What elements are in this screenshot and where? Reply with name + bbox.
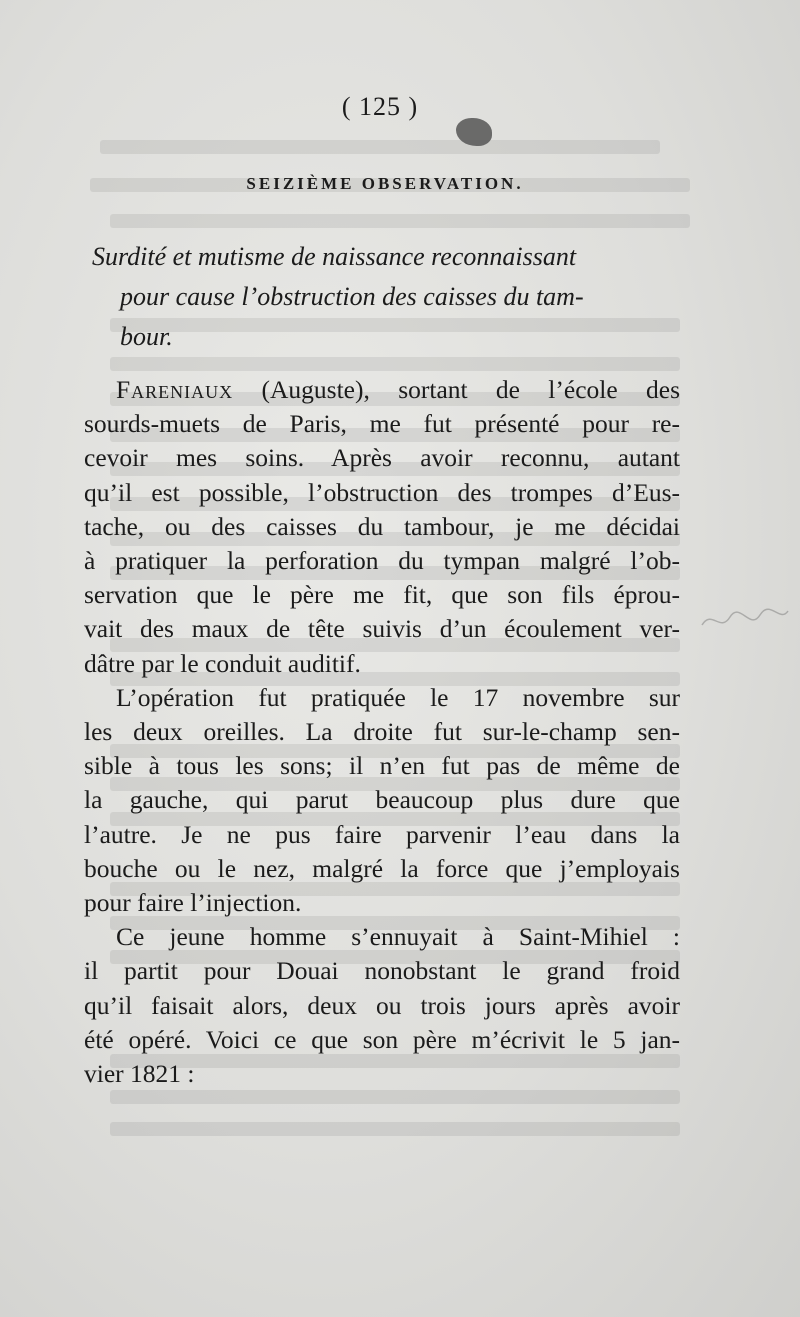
- text-line: dâtre par le conduit auditif.: [84, 648, 361, 678]
- body-text: [84, 373, 680, 1091]
- text-line: L’opération fut pratiquée le 17 novembre sur: [116, 682, 680, 712]
- ink-blot: [456, 118, 492, 146]
- text-line: pour faire l’injection.: [84, 888, 302, 918]
- text-line: il partit pour Douai nonobstant le grand froid: [84, 956, 680, 986]
- text-line: à pratiquer la perforation du tympan malgré l’ob-: [84, 546, 680, 576]
- paragraph: [84, 373, 680, 681]
- subtitle-line: pour cause l’obstruction des caisses du tam-: [120, 282, 584, 311]
- page-number: ( 125 ): [341, 92, 419, 121]
- text-line: Ce jeune homme s’ennuyait à Saint-Mihiel :: [116, 922, 680, 952]
- observation-subtitle: [92, 237, 684, 357]
- paragraph: [84, 920, 680, 1091]
- text-line: qu’il faisait alors, deux ou trois jours après avoir: [84, 990, 680, 1020]
- text-line: bouche ou le nez, malgré la force que j’employais: [84, 853, 680, 883]
- text-line: tache, ou des caisses du tambour, je me décidai: [84, 511, 680, 541]
- text-line: cevoir mes soins. Après avoir reconnu, autant: [84, 443, 680, 473]
- pencil-mark: [700, 605, 790, 635]
- text-line: Fareniaux (Auguste), sortant de l’école des: [116, 375, 680, 404]
- paragraph: [84, 681, 680, 920]
- text-line: vier 1821 :: [84, 1059, 195, 1089]
- text-line: été opéré. Voici ce que son père m’écrivit le 5 jan-: [84, 1024, 680, 1054]
- subtitle-line: bour.: [120, 322, 173, 351]
- section-heading: SEIZIÈME OBSERVATION.: [246, 174, 524, 193]
- subtitle-line: Surdité et mutisme de naissance reconnaissant: [92, 242, 577, 271]
- text-line: sible à tous les sons; il n’en fut pas de même de: [84, 751, 680, 781]
- text-line: servation que le père me fit, que son fils éprou-: [84, 580, 680, 610]
- text-line: qu’il est possible, l’obstruction des trompes d’Eus-: [84, 477, 680, 507]
- patient-name: Fareniaux: [116, 375, 234, 404]
- text-line: l’autre. Je ne pus faire parvenir l’eau dans la: [84, 819, 680, 849]
- text-line: vait des maux de tête suivis d’un écoulement ver-: [84, 614, 680, 644]
- text-line: la gauche, qui parut beaucoup plus dure que: [84, 785, 680, 815]
- text-line: sourds-muets de Paris, me fut présenté pour re-: [84, 409, 680, 439]
- text-line: les deux oreilles. La droite fut sur-le-champ sen-: [84, 717, 680, 747]
